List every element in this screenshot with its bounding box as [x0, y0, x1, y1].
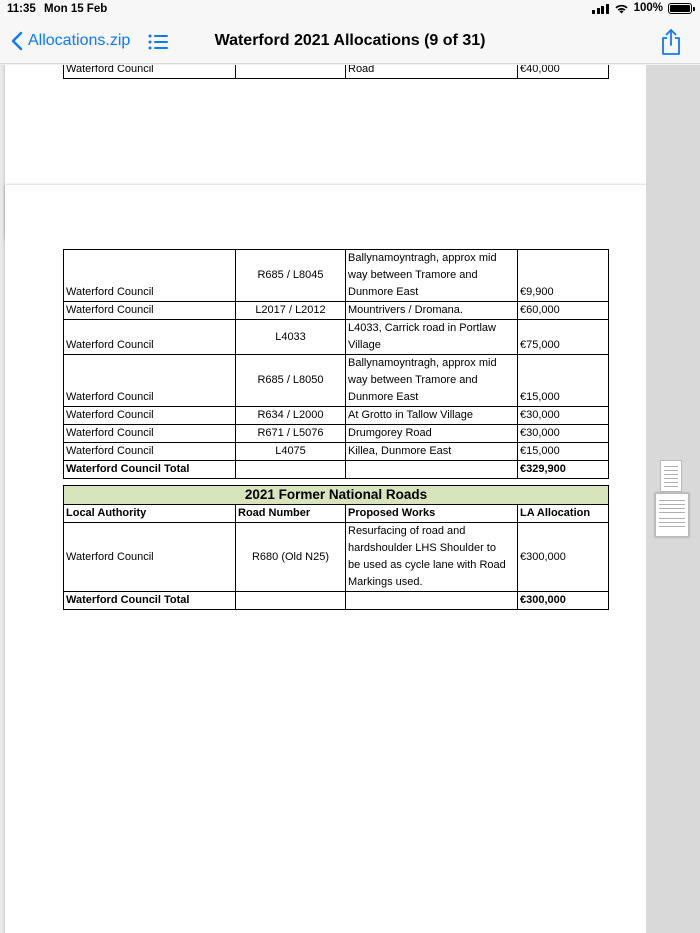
- authority-cell: Waterford Council: [64, 65, 236, 79]
- authority-cell: Waterford Council: [64, 407, 236, 425]
- works-cell: [346, 407, 518, 425]
- document-title: Waterford 2021 Allocations (9 of 31): [214, 32, 486, 49]
- table-row: [64, 250, 609, 302]
- battery-percent: 100%: [633, 2, 663, 14]
- wifi-icon: [614, 3, 629, 14]
- works-cell: [346, 443, 518, 461]
- total-value: €300,000: [518, 592, 609, 610]
- authority-cell: Waterford Council: [64, 443, 236, 461]
- allocation-cell: €30,000: [518, 425, 609, 443]
- table-row: [64, 320, 609, 355]
- column-headers: [64, 505, 609, 523]
- works-line: hardshoulder LHS Shoulder to: [348, 542, 496, 554]
- works-line: Resurfacing of road and: [348, 525, 466, 537]
- works-line: L4033, Carrick road in Portlaw: [348, 322, 496, 334]
- works-line: way between Tramore and: [348, 269, 478, 281]
- clock: 11:35: [7, 3, 36, 15]
- table-row: [64, 302, 609, 320]
- total-value: €329,900: [518, 461, 609, 479]
- header-works: Proposed Works: [346, 505, 518, 523]
- back-label: Allocations.zip: [28, 32, 131, 49]
- page-thumbnail-current[interactable]: [655, 493, 689, 537]
- share-icon[interactable]: [660, 28, 682, 56]
- works-line: Village: [348, 339, 381, 351]
- works-line: Drumgorey Road: [348, 427, 432, 439]
- status-bar: [0, 0, 700, 20]
- table-row: [64, 355, 609, 407]
- table-row: [64, 65, 609, 79]
- allocation-table: [63, 249, 609, 479]
- works-cell: [346, 302, 518, 320]
- allocation-cell: €30,000: [518, 407, 609, 425]
- total-label: Waterford Council Total: [64, 461, 236, 479]
- works-line: Dunmore East: [348, 391, 419, 403]
- authority-cell: Waterford Council: [64, 523, 236, 592]
- works-line: At Grotto in Tallow Village: [348, 409, 473, 421]
- allocation-cell: €15,000: [518, 355, 609, 407]
- works-cell: [346, 425, 518, 443]
- authority-cell: Waterford Council: [64, 320, 236, 355]
- date: Mon 15 Feb: [44, 3, 108, 15]
- total-label: Waterford Council Total: [64, 592, 236, 610]
- allocation-table-continued: [63, 65, 609, 79]
- road-cell: L4033: [236, 320, 346, 355]
- allocation-cell: €60,000: [518, 302, 609, 320]
- works-line: Mountrivers / Dromana.: [348, 304, 463, 316]
- table-row: [64, 407, 609, 425]
- works-cell: [346, 355, 518, 407]
- page-thumbnails: [646, 65, 700, 933]
- total-row: [64, 461, 609, 479]
- allocation-cell: €9,900: [518, 250, 609, 302]
- table-row: [64, 443, 609, 461]
- works-cell: [346, 523, 518, 592]
- page-thumbnail[interactable]: [660, 460, 682, 492]
- former-national-roads-table: [63, 485, 609, 610]
- works-line: Ballynamoyntragh, approx mid: [348, 357, 497, 369]
- allocation-cell: €300,000: [518, 523, 609, 592]
- works-line: Ballynamoyntragh, approx mid: [348, 252, 497, 264]
- document-page: [5, 185, 646, 933]
- battery-icon: [668, 3, 692, 14]
- navigation-bar: [0, 20, 700, 64]
- works-line: way between Tramore and: [348, 374, 478, 386]
- header-authority: Local Authority: [64, 505, 236, 523]
- allocation-cell: €75,000: [518, 320, 609, 355]
- road-cell: R671 / L5076: [236, 425, 346, 443]
- allocation-cell: €15,000: [518, 443, 609, 461]
- works-line: be used as cycle lane with Road: [348, 559, 506, 571]
- document-viewer[interactable]: [0, 65, 646, 933]
- header-allocation: LA Allocation: [518, 505, 609, 523]
- authority-cell: Waterford Council: [64, 250, 236, 302]
- section-title: 2021 Former National Roads: [64, 486, 609, 505]
- authority-cell: Waterford Council: [64, 355, 236, 407]
- table-row: [64, 523, 609, 592]
- allocation-cell: €40,000: [518, 65, 609, 79]
- status-indicators: [592, 2, 692, 14]
- road-cell: R685 / L8045: [236, 250, 346, 302]
- road-cell: R634 / L2000: [236, 407, 346, 425]
- works-cell: [346, 250, 518, 302]
- road-cell: L4075: [236, 443, 346, 461]
- works-line: Markings used.: [348, 576, 423, 588]
- road-cell: R685 / L8050: [236, 355, 346, 407]
- road-cell: L2017 / L2012: [236, 302, 346, 320]
- header-road: Road Number: [236, 505, 346, 523]
- table-row: [64, 425, 609, 443]
- signal-icon: [592, 3, 609, 14]
- works-cell: [346, 320, 518, 355]
- works-line: Dunmore East: [348, 286, 419, 298]
- works-cell: Road: [346, 65, 518, 79]
- road-cell: R680 (Old N25): [236, 523, 346, 592]
- works-line: Killea, Dunmore East: [348, 445, 452, 457]
- total-row: [64, 592, 609, 610]
- authority-cell: Waterford Council: [64, 425, 236, 443]
- section-header: [64, 486, 609, 505]
- authority-cell: Waterford Council: [64, 302, 236, 320]
